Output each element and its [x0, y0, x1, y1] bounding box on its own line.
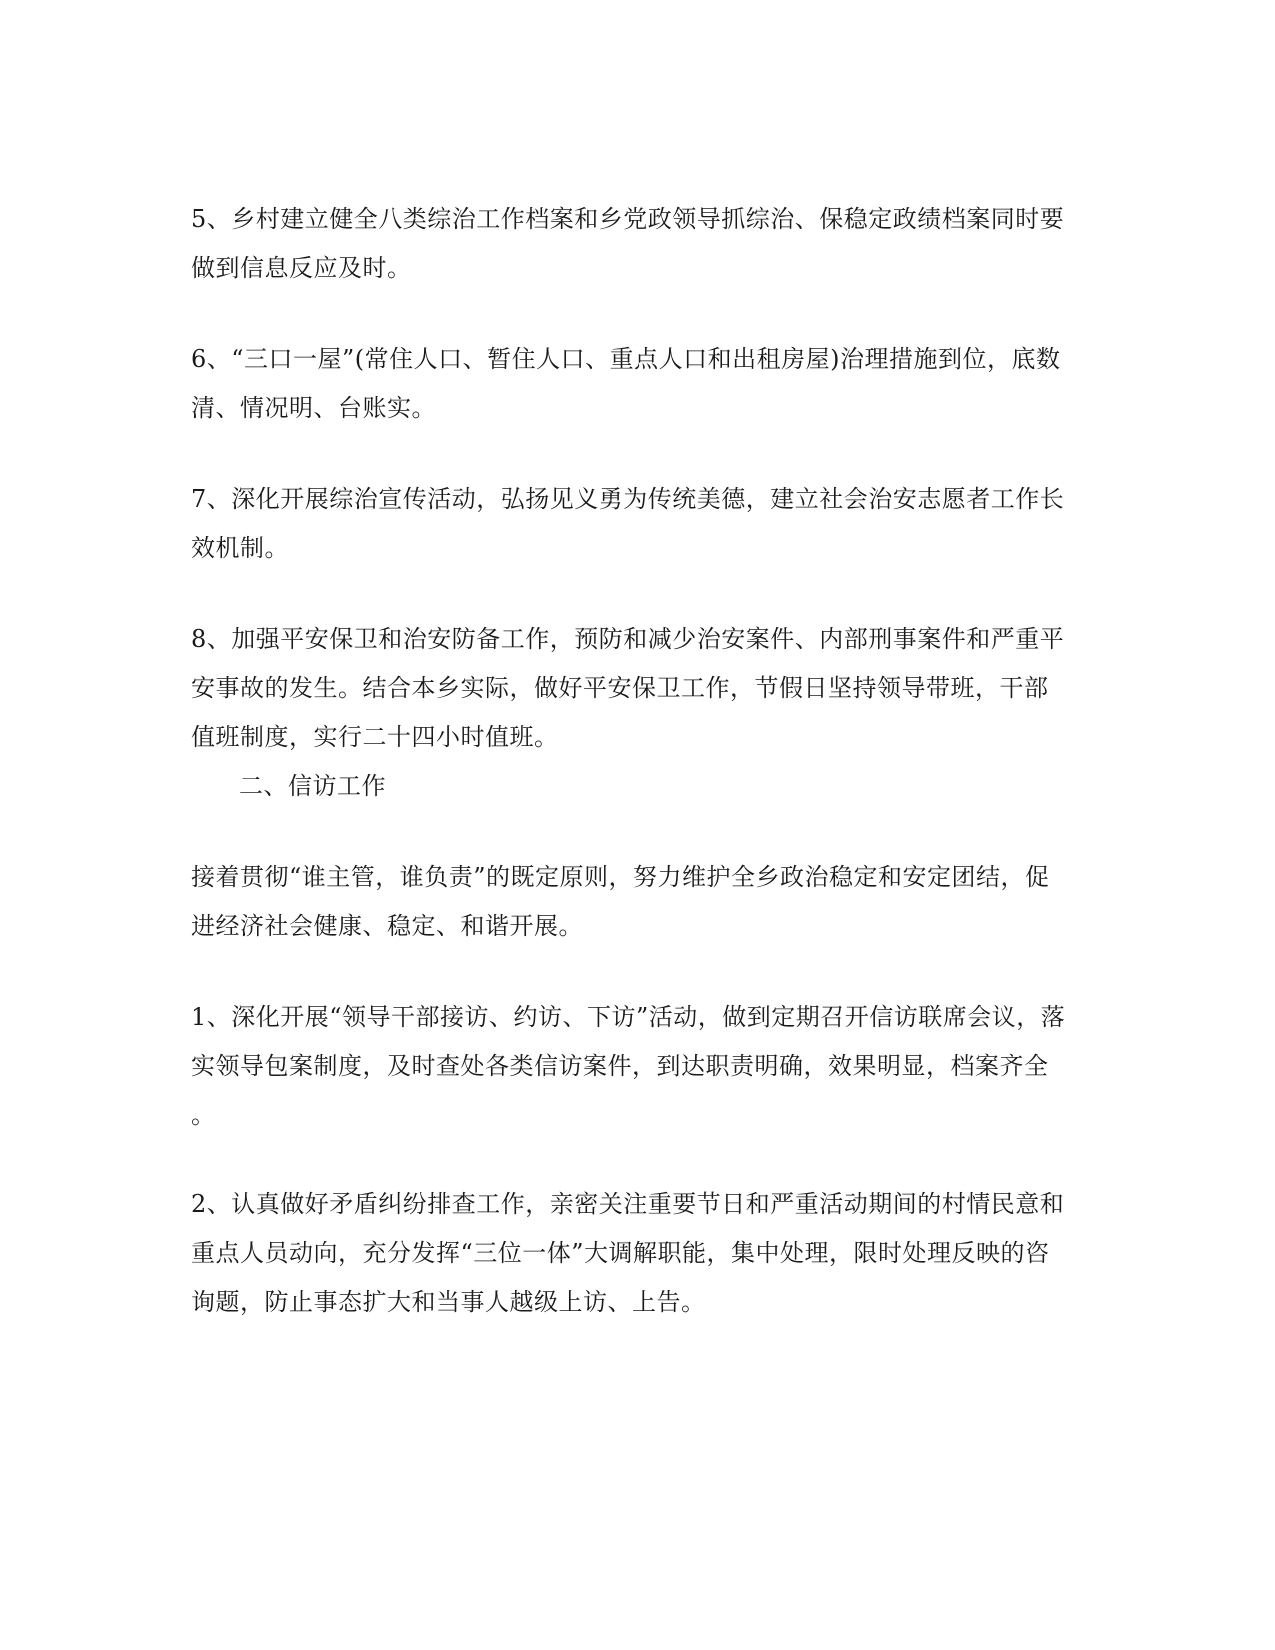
text-line: 接着贯彻“谁主管，谁负责”的既定原则，努力维护全乡政治稳定和安定团结，促 — [191, 863, 1050, 891]
paragraph-intro — [191, 853, 1081, 951]
text-line: 8、加强平安保卫和治安防备工作，预防和减少治安案件、内部刑事案件和严重平 — [191, 625, 1065, 653]
text-line: 清、情况明、台账实。 — [191, 394, 436, 422]
text-line: 实领导包案制度，及时查处各类信访案件，到达职责明确，效果明显，档案齐全 — [191, 1052, 1049, 1080]
text-line: 做到信息反应及时。 — [191, 254, 412, 282]
text-line: 。 — [191, 1101, 216, 1129]
text-line: 效机制。 — [191, 534, 289, 562]
paragraph-item-8 — [191, 615, 1081, 762]
text-line: 7、深化开展综治宣传活动，弘扬见义勇为传统美德，建立社会治安志愿者工作长 — [191, 485, 1065, 513]
text-line: 值班制度，实行二十四小时值班。 — [191, 723, 559, 751]
paragraph-item-7 — [191, 475, 1081, 573]
paragraph-item-2 — [191, 1180, 1081, 1327]
text-line: 安事故的发生。结合本乡实际，做好平安保卫工作，节假日坚持领导带班，干部 — [191, 674, 1049, 702]
text-line: 2、认真做好矛盾纠纷排查工作，亲密关注重要节日和严重活动期间的村情民意和 — [191, 1190, 1065, 1218]
paragraph-item-5 — [191, 195, 1081, 293]
text-line: 进经济社会健康、稳定、和谐开展。 — [191, 912, 583, 940]
text-line: 重点人员动向，充分发挥“三位一体”大调解职能，集中处理，限时处理反映的咨 — [191, 1239, 1050, 1267]
text-line: 5、乡村建立健全八类综治工作档案和乡党政领导抓综治、保稳定政绩档案同时要 — [191, 205, 1065, 233]
text-line: 6、“三口一屋”(常住人口、暂住人口、重点人口和出租房屋)治理措施到位，底数 — [191, 345, 1061, 373]
text-line: 1、深化开展“领导干部接访、约访、下访”活动，做到定期召开信访联席会议，落 — [191, 1003, 1066, 1031]
paragraph-item-6 — [191, 335, 1081, 433]
paragraph-item-1 — [191, 993, 1081, 1140]
section-heading: 二、信访工作 — [239, 772, 386, 800]
text-line: 询题，防止事态扩大和当事人越级上访、上告。 — [191, 1288, 706, 1316]
